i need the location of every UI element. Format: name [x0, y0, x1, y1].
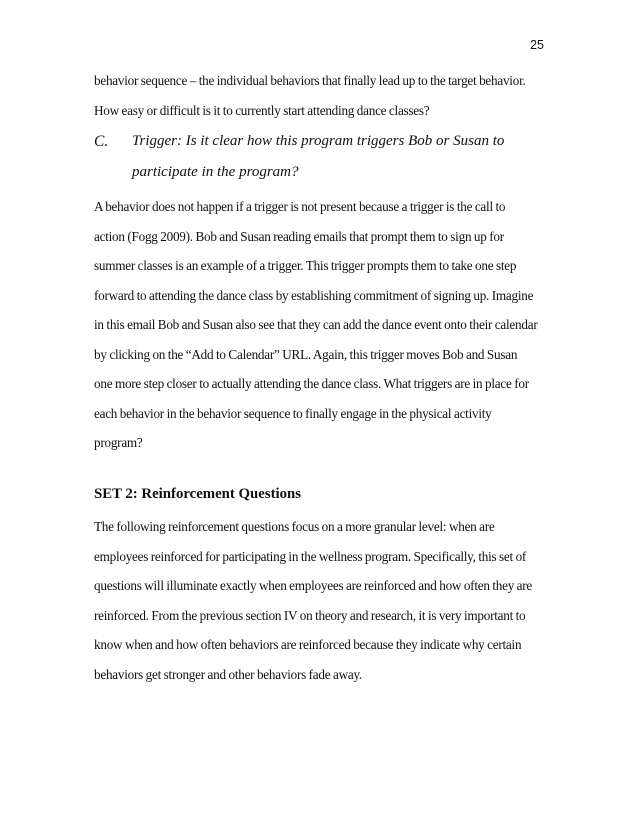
- page-number: 25: [530, 38, 544, 52]
- paragraph-trigger: [94, 192, 546, 458]
- text-line: each behavior in the behavior sequence to finally engage in the physical activity: [94, 405, 492, 421]
- text-line: A behavior does not happen if a trigger is not present because a trigger is the call to: [94, 199, 506, 214]
- text-line: questions will illuminate exactly when employees are reinforced and how often they are: [94, 578, 533, 593]
- text-line: How easy or difficult is it to currently start attending dance classes?: [94, 102, 430, 118]
- text-line: know when and how often behaviors are reinforced because they indicate why certain: [94, 637, 522, 652]
- paragraph-reinforcement: [94, 512, 546, 689]
- text-line: action (Fogg 2009). Bob and Susan reading emails that prompt them to sign up for: [94, 228, 504, 244]
- text-line: in this email Bob and Susan also see that they can add the dance event onto their calendar: [94, 317, 538, 332]
- section-letter: C.: [94, 133, 109, 150]
- text-line: behaviors get stronger and other behaviors fade away.: [94, 666, 362, 682]
- text-line: one more step closer to actually attending the dance class. What triggers are in place for: [94, 376, 529, 391]
- text-line: by clicking on the “Add to Calendar” URL. Again, this trigger moves Bob and Susan: [94, 346, 518, 362]
- text-line: summer classes is an example of a trigger. This trigger prompts them to take one step: [94, 258, 517, 273]
- text-line: behavior sequence – the individual behaviors that finally lead up to the target behavior.: [94, 73, 526, 88]
- heading-line: participate in the program?: [132, 164, 299, 180]
- text-line: reinforced. From the previous section IV on theory and research, it is very important to: [94, 607, 526, 623]
- section-heading-text: [132, 126, 505, 188]
- text-line: employees reinforced for participating in the wellness program. Specifically, this set of: [94, 548, 527, 564]
- text-line: forward to attending the dance class by establishing commitment of signing up. Imagine: [94, 287, 534, 303]
- text-line: program?: [94, 435, 143, 450]
- section-heading-set2: SET 2: Reinforcement Questions: [94, 486, 302, 502]
- text-line: The following reinforcement questions focus on a more granular level: when are: [94, 519, 495, 534]
- paragraph-intro: [94, 66, 546, 125]
- heading-line: Trigger: Is it clear how this program triggers Bob or Susan to: [132, 133, 505, 149]
